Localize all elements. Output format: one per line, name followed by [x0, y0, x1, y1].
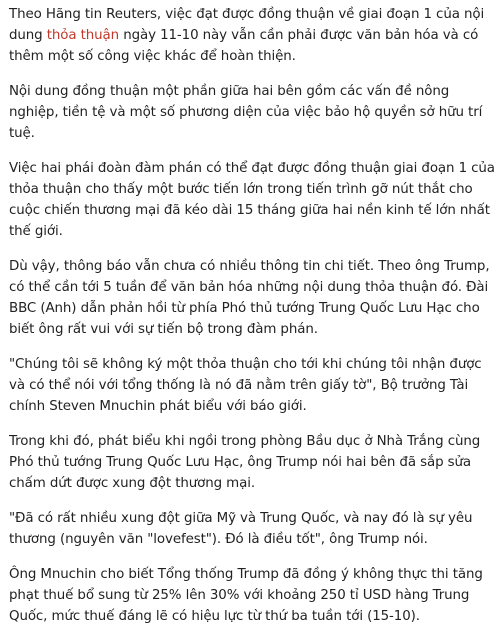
- article-paragraph-3: Việc hai phái đoàn đàm phán có thể đạt được đồng thuận giai đoạn 1 của thỏa thuận cho thấy một bước tiến lớn trong tiến trình gỡ nút thắt cho cuộc chiến thương mại đã kéo dài 15 tháng giữa hai nền kinh tế lớn nhất thế giới.: [9, 161, 495, 239]
- article-paragraph-8: Ông Mnuchin cho biết Tổng thống Trump đã đồng ý không thực thi tăng phạt thuế bổ sung từ 25% lên 30% với khoảng 250 tỉ USD hàng Trung Quốc, mức thuế đáng lẽ có hiệu lực từ thứ ba tuần tới (15-10).: [9, 567, 483, 624]
- article-paragraph-6: Trong khi đó, phát biểu khi ngồi trong phòng Bầu dục ở Nhà Trắng cùng Phó thủ tướng Trung Quốc Lưu Hạc, ông Trump nói hai bên đã sắp sửa chấm dứt được xung đột thương mại.: [9, 434, 481, 491]
- article-paragraph-1: [9, 4, 495, 67]
- article-paragraph-5: "Chúng tôi sẽ không ký một thỏa thuận cho tới khi chúng tôi nhận được và có thể nói với tổng thống là nó đã nằm trên giấy tờ", Bộ trưởng Tài chính Steven Mnuchin phát biểu với báo giới.: [9, 357, 482, 414]
- article-body: [9, 0, 495, 641]
- article-paragraph-2: Nội dung đồng thuận một phần giữa hai bên gồm các vấn đề nông nghiệp, tiền tệ và một số phương diện của việc bảo hộ quyền sở hữu trí tuệ.: [9, 84, 483, 141]
- article-paragraph-7: "Đã có rất nhiều xung đột giữa Mỹ và Trung Quốc, và nay đó là sự yêu thương (nguyên văn "lovefest"). Đó là điều tốt", ông Trump nói.: [9, 511, 473, 547]
- agreement-link[interactable]: thỏa thuận: [46, 28, 120, 43]
- paragraph-1-text-before: Theo Hãng tin Reuters, việc đạt được đồng thuận về giai đoạn 1 của nội dung: [9, 7, 485, 43]
- paragraph-1-text-after: ngày 11-10 này vẫn cần phải được văn bản hóa và có thêm một số công việc khác để hoàn thiện.: [9, 28, 479, 64]
- article-paragraph-4: Dù vậy, thông báo vẫn chưa có nhiều thông tin chi tiết. Theo ông Trump, có thể cần tới 5 tuần để văn bản hóa những nội dung thỏa thuận đó. Đài BBC (Anh) dẫn phản hồi từ phía Phó thủ tướng Trung Quốc Lưu Hạc cho biết ông rất vui với sự tiến bộ trong đàm phán.: [9, 259, 490, 337]
